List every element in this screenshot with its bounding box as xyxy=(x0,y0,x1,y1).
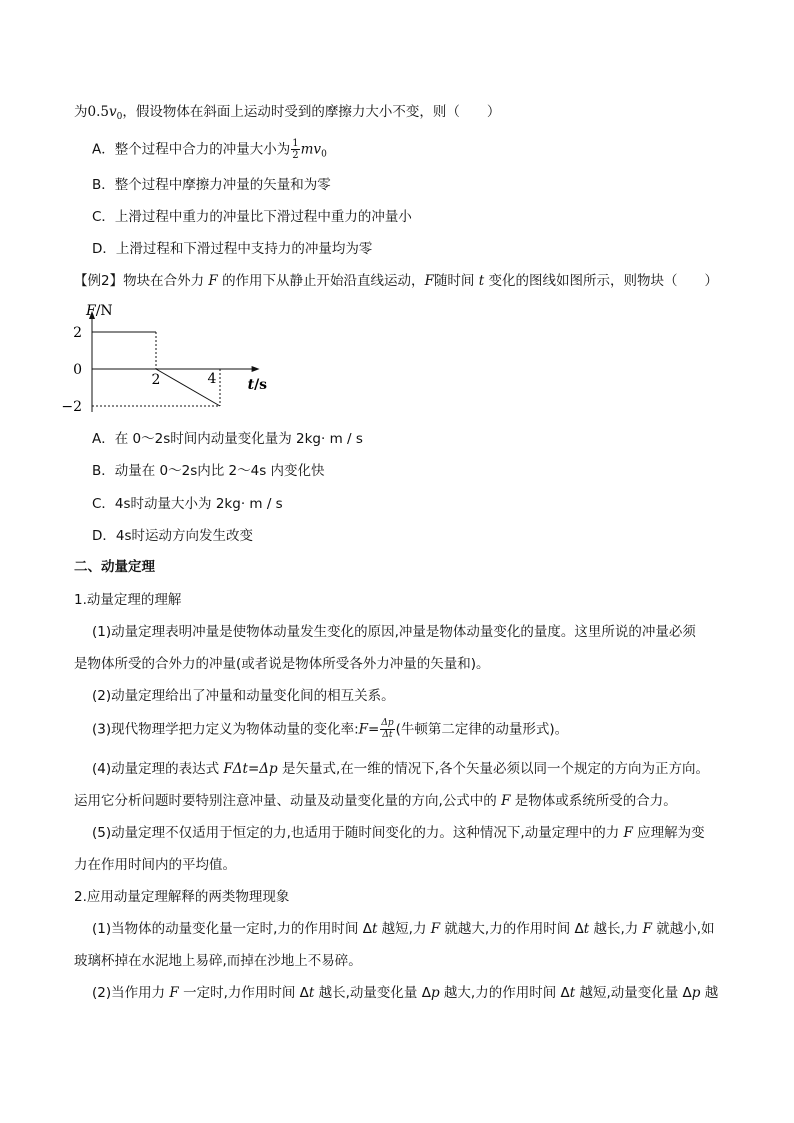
paragraph-4-F: F xyxy=(501,793,511,809)
x-tick-2: 2 xyxy=(151,372,161,388)
section-heading: 二、动量定理 xyxy=(74,559,155,575)
paragraph-3 xyxy=(92,718,568,741)
paragraph-5-line-1 xyxy=(92,823,705,843)
paragraph-6-text-4: 越长,力 xyxy=(589,921,643,937)
paragraph-4-text-3: 运用它分析问题时要特别注意冲量、动量及动量变化量的方向,公式中的 xyxy=(74,793,502,809)
paragraph-7-text-4: 越大,力的作用时间 Δ xyxy=(439,985,570,1001)
example2-F-2: F xyxy=(424,273,434,289)
paragraph-7-text-5: 越短,动量变化量 Δ xyxy=(575,985,692,1001)
paragraph-7-line-1 xyxy=(92,983,718,1003)
paragraph-7-t1: t xyxy=(308,985,315,1001)
y-axis-label: F/N xyxy=(86,303,113,320)
half-fraction xyxy=(291,138,299,161)
paragraph-6-text-2: 越短,力 xyxy=(377,921,431,937)
q1-stem-text-b: ，假设物体在斜面上运动时受到的摩擦力大小不变，则（ ） xyxy=(122,104,501,120)
paragraph-7-p2: p xyxy=(691,985,701,1001)
paragraph-7-text-3: 越长,动量变化量 Δ xyxy=(314,985,431,1001)
fraction-numerator: 1 xyxy=(292,138,299,149)
paragraph-6-F1: F xyxy=(430,921,441,937)
paragraph-3-text-b: (牛顿第二定律的动量形式)。 xyxy=(395,721,569,738)
paragraph-6-text-1: (1)当物体的动量变化量一定时,力的作用时间 Δ xyxy=(92,921,372,937)
q1-option-a-text: A．整个过程中合力的冲量大小为 xyxy=(92,141,291,158)
paragraph-3-equals: = xyxy=(368,721,380,738)
paragraph-7-text-2: 一定时,力作用时间 Δ xyxy=(178,985,309,1001)
example2-option-a: A．在 0～2s时间内动量变化量为 2kg· m / s xyxy=(92,431,363,447)
paragraph-4-text-4: 是物体或系统所受的合力。 xyxy=(510,793,677,809)
paragraph-1-line-1: (1)动量定理表明冲量是使物体动量发生变化的原因,冲量是物体动量变化的量度。这里所说的冲量必须 xyxy=(92,624,696,640)
q1-stem-velocity: $0.5v_0$ xyxy=(87,104,123,122)
example2-option-b: B．动量在 0～2s内比 2～4s 内变化快 xyxy=(92,463,325,479)
fraction-denominator: 2 xyxy=(292,150,299,161)
paragraph-6-line-1 xyxy=(92,919,715,939)
q1-stem-sub: 0 xyxy=(116,112,123,122)
paragraph-6-t1: t xyxy=(371,921,378,937)
paragraph-4-text-1: (4)动量定理的表达式 xyxy=(92,761,224,777)
paragraph-6-t2: t xyxy=(583,921,590,937)
subheading-2: 2.应用动量定理解释的两类物理现象 xyxy=(74,889,290,905)
paragraph-4-line-2 xyxy=(74,791,677,811)
example2-option-c: C．4s时动量大小为 2kg· m / s xyxy=(92,496,283,512)
paragraph-5-F: F xyxy=(623,825,633,841)
subheading-1: 1.动量定理的理解 xyxy=(74,592,182,608)
fraction-numerator: Δp xyxy=(381,718,394,728)
paragraph-6-F2: F xyxy=(642,921,652,937)
paragraph-7-F: F xyxy=(169,985,179,1001)
x-axis-label: t/s xyxy=(247,377,268,393)
paragraph-7-t2: t xyxy=(569,985,576,1001)
paragraph-4-text-2: 是矢量式,在一维的情况下,各个矢量必须以同一个规定的方向为正方向。 xyxy=(277,761,710,777)
example2-stem xyxy=(74,271,718,291)
q1-option-c: C．上滑过程中重力的冲量比下滑过程中重力的冲量小 xyxy=(92,209,412,225)
paragraph-1-line-2: 是物体所受的合外力的冲量(或者说是物体所受各外力冲量的矢量和)。 xyxy=(74,656,490,672)
example2-tag: 【例2】 xyxy=(74,273,124,289)
paragraph-3-text: (3)现代物理学把力定义为物体动量的变化率: xyxy=(92,721,359,738)
paragraph-6-text-5: 就越小,如 xyxy=(651,921,715,937)
example2-F: F xyxy=(208,273,218,289)
paragraph-4-line-1 xyxy=(92,759,709,779)
fraction-denominator: Δt xyxy=(382,730,393,740)
q1-stem-value: 0.5 xyxy=(87,104,109,120)
x-tick-4: 4 xyxy=(207,371,217,387)
paragraph-6-line-2: 玻璃杯掉在水泥地上易碎,而掉在沙地上不易碎。 xyxy=(74,953,362,969)
paragraph-7-text-6: 越 xyxy=(700,985,719,1001)
q1-stem xyxy=(74,102,500,127)
paragraph-5-text-1: (5)动量定理不仅适用于恒定的力,也适用于随时间变化的力。这种情况下,动量定理中的力 xyxy=(92,825,624,841)
q1-option-b: B．整个过程中摩擦力冲量的矢量和为零 xyxy=(92,177,331,193)
force-time-chart xyxy=(61,292,276,415)
q1-option-a-mv: mv xyxy=(300,141,322,158)
y-tick-minus-2: −2 xyxy=(61,399,82,415)
t-axis-arrow xyxy=(252,366,260,372)
paragraph-5-line-2: 力在作用时间内的平均值。 xyxy=(74,857,236,873)
example2-text-2: 的作用下从静止开始沿直线运动， xyxy=(222,273,425,289)
example2-text-4: 变化的图线如图所示，则物块（ ） xyxy=(488,273,718,289)
q1-option-a xyxy=(92,138,327,165)
momentum-rate-fraction xyxy=(380,718,394,741)
paragraph-3-F: F xyxy=(358,721,369,738)
paragraph-7-text-1: (2)当作用力 xyxy=(92,985,170,1001)
paragraph-7-p1: p xyxy=(430,985,440,1001)
y-tick-0: 0 xyxy=(73,362,82,378)
example2-text-3: 随时间 xyxy=(433,273,475,289)
example2-text-1: 物块在合外力 xyxy=(123,273,205,289)
example2-option-d: D．4s时运动方向发生改变 xyxy=(92,528,254,544)
q1-option-a-sub: 0 xyxy=(321,149,327,160)
example2-t: t xyxy=(478,273,485,289)
paragraph-2: (2)动量定理给出了冲量和动量变化间的相互关系。 xyxy=(92,688,395,704)
y-tick-2: 2 xyxy=(73,325,82,341)
q1-stem-text: 为 xyxy=(74,104,88,120)
paragraph-6-text-3: 就越大,力的作用时间 Δ xyxy=(440,921,584,937)
impulse-formula: FΔt=Δp xyxy=(223,761,278,777)
q1-option-d: D．上滑过程和下滑过程中支持力的冲量均为零 xyxy=(92,241,373,257)
paragraph-5-text-2: 应理解为变 xyxy=(632,825,705,841)
